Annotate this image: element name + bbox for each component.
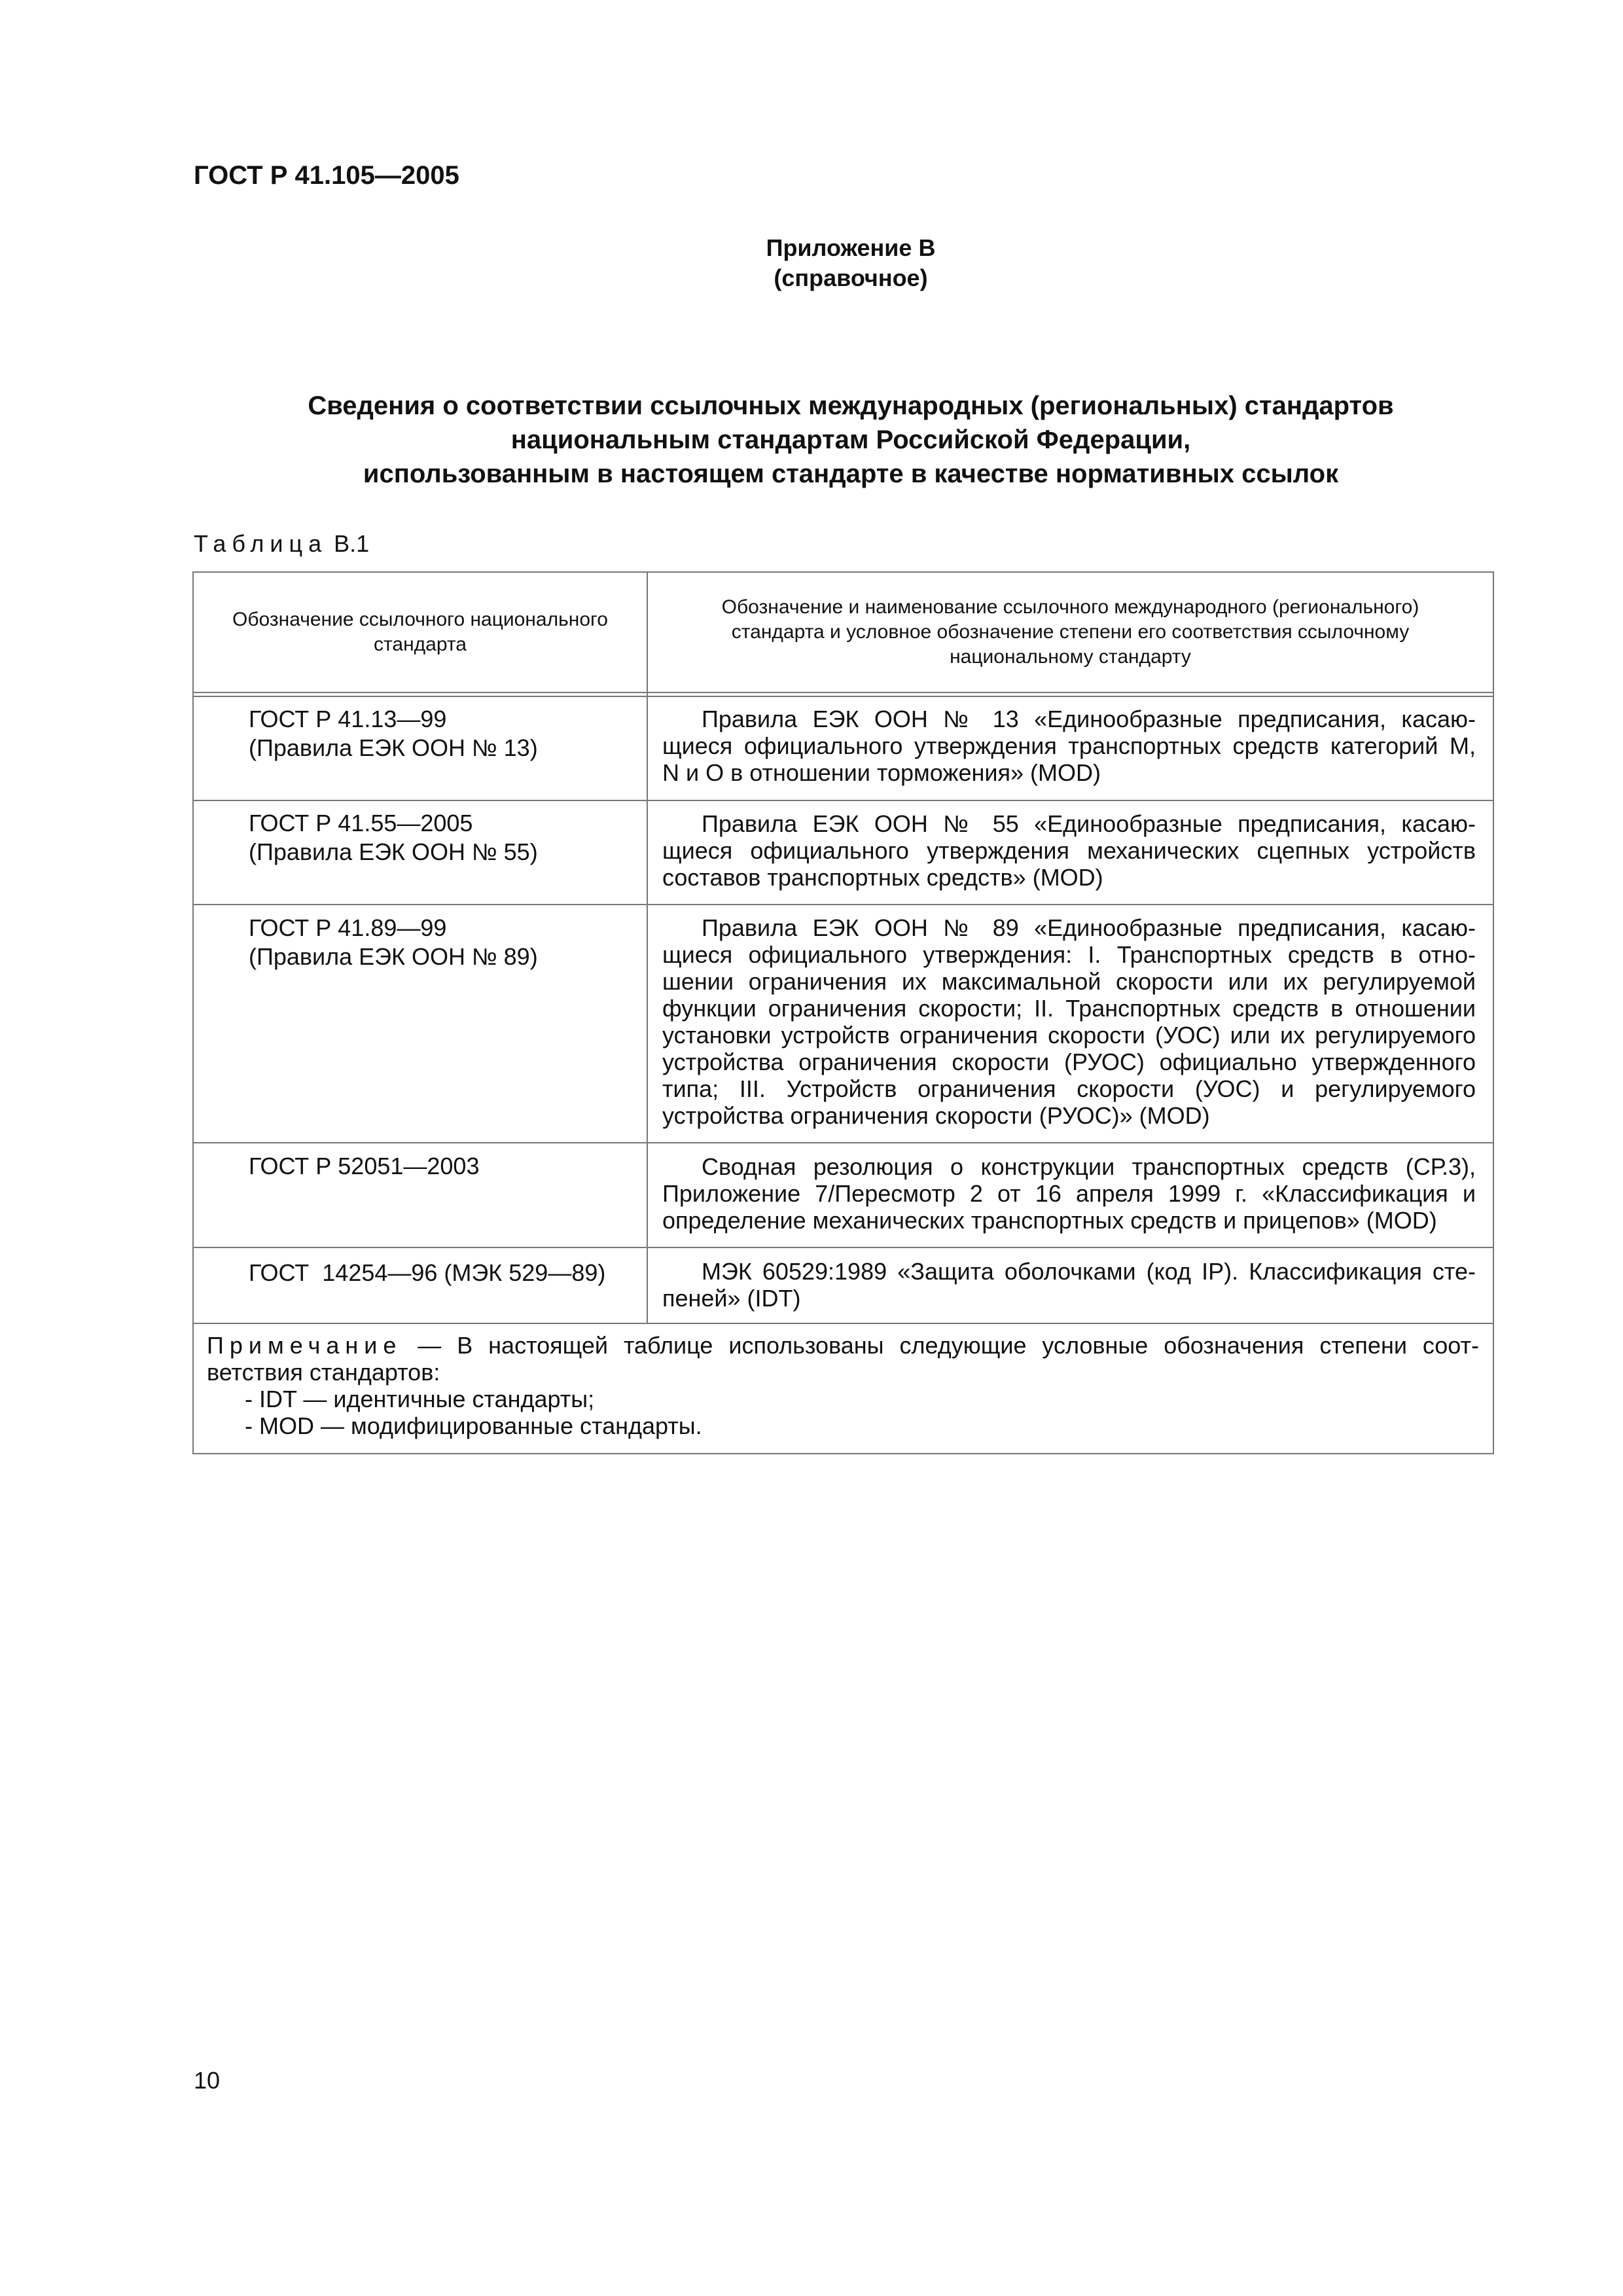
- cell-line: (Правила ЕЭК ООН № 55): [249, 838, 538, 865]
- cell-line: определение механических транспортных средств и прицепов» (MOD): [662, 1207, 1437, 1234]
- cell-line: Сводная резолюция о конструкции транспортных средств (СР.3),: [702, 1153, 1476, 1180]
- table-note: [207, 1332, 1479, 1439]
- cell-line: щиеся официального утверждения механических сцепных устройств: [662, 837, 1476, 864]
- cell-line: (Правила ЕЭК ООН № 89): [249, 943, 538, 970]
- cell-line: ГОСТ Р 41.89—99: [249, 914, 447, 941]
- table-header-international: [648, 573, 1493, 692]
- cell-line: Приложение 7/Пересмотр 2 от 16 апреля 1999 г. «Классификация и: [662, 1180, 1476, 1207]
- table-row-divider: [192, 1323, 1494, 1324]
- appendix-kind: (справочное): [774, 264, 928, 291]
- note-line: - IDT — идентичные стандарты;: [245, 1386, 595, 1412]
- note-line: ветствия стандартов:: [207, 1359, 440, 1386]
- table-row-divider: [192, 1247, 1494, 1248]
- cell-line: N и О в отношении торможения» (MOD): [662, 759, 1101, 786]
- cell-line: установки устройств ограничения скорости (УОС) или их регулируемого: [662, 1022, 1476, 1049]
- table-header-divider: [192, 696, 1494, 697]
- cell-line: ГОСТ Р 41.13—99: [249, 706, 447, 732]
- cell-line: (Правила ЕЭК ООН № 13): [249, 734, 538, 761]
- table-cell-international: [662, 1153, 1476, 1234]
- note-line: [207, 1332, 1479, 1359]
- cell-line: Правила ЕЭК ООН № 89 «Единообразные предписания, касаю-: [702, 914, 1476, 941]
- cell-line: МЭК 60529:1989 «Защита оболочками (код IP). Классификация сте-: [702, 1258, 1476, 1285]
- table-cell-national: [249, 1259, 635, 1287]
- header-text-line: Обозначение ссылочного национального: [232, 609, 608, 630]
- table-cell-international: [662, 810, 1476, 891]
- table-caption-word: Таблица: [194, 530, 328, 557]
- cell-line: ГОСТ 14254—96 (МЭК 529—89): [249, 1259, 606, 1286]
- table-row-divider: [192, 1142, 1494, 1143]
- cell-line: устройства ограничения скорости (РУОС) официально утвержденного: [662, 1049, 1476, 1075]
- table-header-divider: [192, 692, 1494, 693]
- main-title-line: национальным стандартам Российской Федерации,: [510, 425, 1191, 454]
- table-cell-national: [249, 1152, 635, 1181]
- table-header-national: [194, 573, 647, 692]
- header-text-line: Обозначение и наименование ссылочного международного (регионального): [721, 596, 1419, 618]
- appendix-title: Приложение В: [766, 234, 936, 261]
- cell-line: пеней» (IDT): [662, 1285, 801, 1312]
- note-line: - MOD — модифицированные стандарты.: [245, 1412, 702, 1439]
- table-cell-national: [249, 705, 635, 762]
- main-title-line: Сведения о соответствии ссылочных международных (региональных) стандартов: [308, 391, 1394, 420]
- table-cell-international: [662, 706, 1476, 786]
- header-text-line: стандарта: [374, 634, 467, 655]
- table-row-divider: [192, 904, 1494, 905]
- table-cell-international: [662, 1258, 1476, 1312]
- cell-line: функции ограничения скорости; II. Транспортных средств в отношении: [662, 995, 1476, 1022]
- table-row-divider: [192, 800, 1494, 801]
- cell-line: устройства ограничения скорости (РУОС)» (MOD): [662, 1102, 1210, 1129]
- table-cell-international: [662, 914, 1476, 1129]
- table-caption-number: В.1: [334, 530, 370, 557]
- cell-line: Правила ЕЭК ООН № 13 «Единообразные предписания, касаю-: [702, 706, 1476, 732]
- main-title-line: использованным в настоящем стандарте в качестве нормативных ссылок: [363, 459, 1339, 488]
- note-text: — В настоящей таблице использованы следующие условные обозначения степени соот-: [402, 1332, 1479, 1359]
- cell-line: типа; III. Устройств ограничения скорости (УОС) и регулируемого: [662, 1075, 1476, 1102]
- table-cell-national: [249, 809, 635, 867]
- table-cell-national: [249, 914, 635, 971]
- page-number: 10: [194, 2067, 221, 2094]
- main-title: [190, 389, 1512, 491]
- cell-line: Правила ЕЭК ООН № 55 «Единообразные предписания, касаю-: [702, 810, 1476, 837]
- cell-line: ГОСТ Р 41.55—2005: [249, 810, 473, 836]
- header-text-line: стандарта и условное обозначение степени его соответствия ссылочному: [731, 621, 1410, 643]
- cell-line: щиеся официального утверждения транспортных средств категорий М,: [662, 732, 1476, 759]
- table-caption: [194, 530, 369, 558]
- cell-line: шении ограничения их максимальной скорости или их регулируемой: [662, 968, 1476, 995]
- cell-line: составов транспортных средств» (MOD): [662, 864, 1103, 891]
- document-code: ГОСТ Р 41.105—2005: [194, 161, 459, 190]
- header-text-line: национальному стандарту: [950, 646, 1191, 668]
- note-label: Примечание: [207, 1332, 402, 1359]
- cell-line: щиеся официального утверждения: I. Транспортных средств в отно-: [662, 941, 1476, 968]
- cell-line: ГОСТ Р 52051—2003: [249, 1153, 480, 1179]
